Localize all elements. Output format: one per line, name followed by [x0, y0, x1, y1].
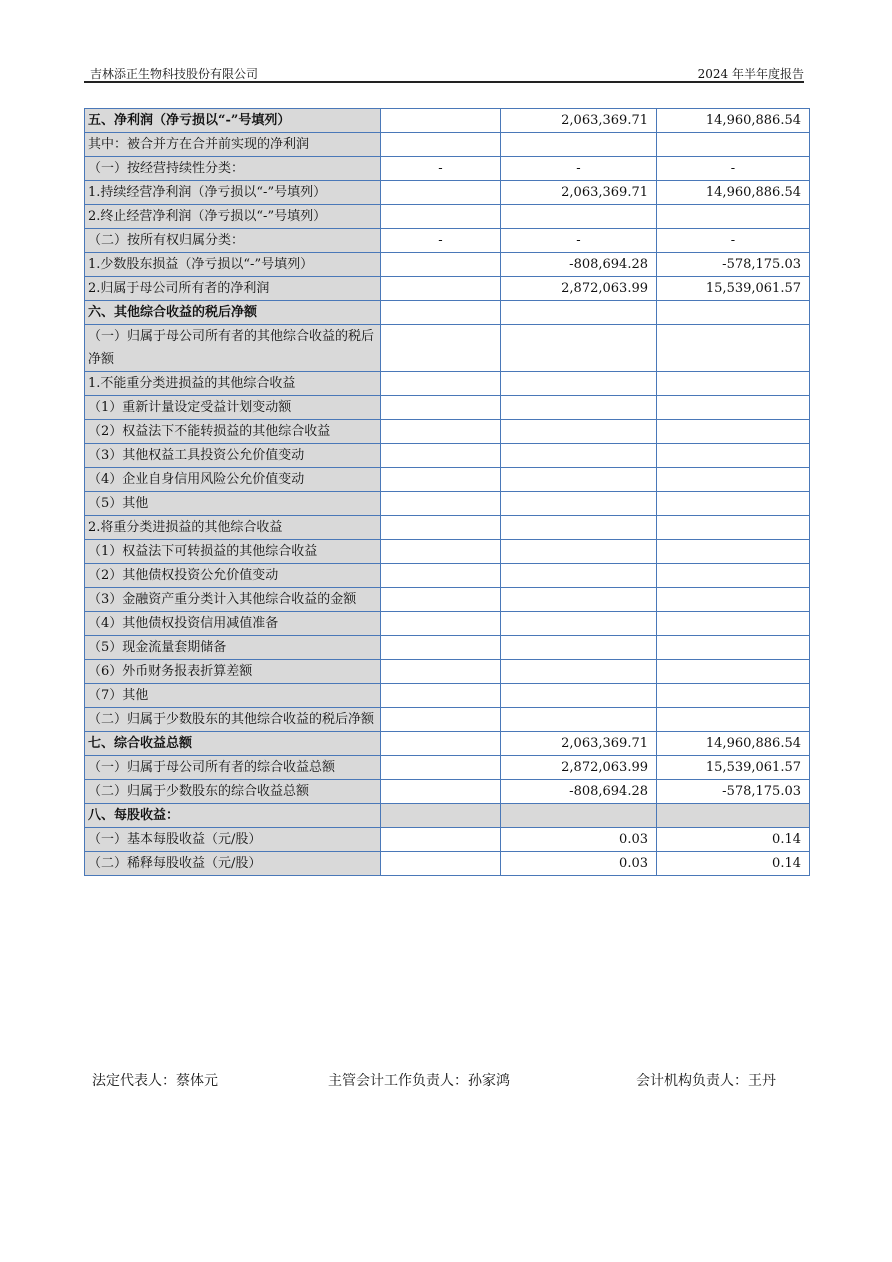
cell-current-period: 2,063,369.71	[501, 181, 657, 205]
row-label: 2.终止经营净利润（净亏损以“-”号填列）	[85, 205, 381, 229]
cell-current-period	[501, 660, 657, 684]
table-row	[85, 804, 810, 828]
cell-prior-period	[657, 301, 810, 325]
cell-prior-period	[657, 420, 810, 444]
cell-notes: -	[381, 229, 501, 253]
cell-current-period	[501, 564, 657, 588]
cell-current-period	[501, 468, 657, 492]
cell-notes	[381, 205, 501, 229]
cell-current-period: 0.03	[501, 828, 657, 852]
accounting-supervisor: 主管会计工作负责人：孙家鸿	[328, 1073, 510, 1089]
table-row	[85, 564, 810, 588]
cell-notes	[381, 564, 501, 588]
cell-prior-period: -578,175.03	[657, 253, 810, 277]
cell-notes	[381, 301, 501, 325]
row-label: （6）外币财务报表折算差额	[85, 660, 381, 684]
table-row	[85, 325, 810, 372]
cell-current-period	[501, 540, 657, 564]
row-label: 1.持续经营净利润（净亏损以“-”号填列）	[85, 181, 381, 205]
cell-notes	[381, 732, 501, 756]
row-label: （5）其他	[85, 492, 381, 516]
cell-current-period	[501, 205, 657, 229]
cell-prior-period: 14,960,886.54	[657, 109, 810, 133]
company-name: 吉林添正生物科技股份有限公司	[90, 67, 259, 81]
cell-current-period: 2,872,063.99	[501, 756, 657, 780]
cell-prior-period: 15,539,061.57	[657, 277, 810, 301]
row-label: （1）重新计量设定受益计划变动额	[85, 396, 381, 420]
cell-prior-period: 0.14	[657, 852, 810, 876]
row-label: 1.少数股东损益（净亏损以“-”号填列）	[85, 253, 381, 277]
row-label: （二）归属于少数股东的综合收益总额	[85, 780, 381, 804]
row-label: （4）其他债权投资信用减值准备	[85, 612, 381, 636]
table-row	[85, 756, 810, 780]
cell-prior-period: 0.14	[657, 828, 810, 852]
table-row	[85, 109, 810, 133]
cell-notes	[381, 780, 501, 804]
cell-current-period	[501, 516, 657, 540]
table-row	[85, 636, 810, 660]
cell-notes	[381, 660, 501, 684]
table-row	[85, 492, 810, 516]
cell-prior-period	[657, 564, 810, 588]
row-label: （5）现金流量套期储备	[85, 636, 381, 660]
cell-current-period: 2,063,369.71	[501, 732, 657, 756]
cell-current-period	[501, 420, 657, 444]
cell-prior-period: -578,175.03	[657, 780, 810, 804]
table-row	[85, 588, 810, 612]
legal-representative: 法定代表人：蔡体元	[92, 1073, 218, 1089]
cell-prior-period	[657, 708, 810, 732]
cell-prior-period	[657, 636, 810, 660]
cell-notes	[381, 804, 501, 828]
table-row	[85, 444, 810, 468]
cell-notes	[381, 133, 501, 157]
table-row	[85, 396, 810, 420]
income-statement-table	[84, 108, 810, 876]
row-label: （1）权益法下可转损益的其他综合收益	[85, 540, 381, 564]
accounting-department-head: 会计机构负责人：王丹	[636, 1073, 776, 1089]
cell-prior-period	[657, 372, 810, 396]
cell-current-period: 0.03	[501, 852, 657, 876]
cell-notes	[381, 516, 501, 540]
cell-notes	[381, 492, 501, 516]
row-label: 2.将重分类进损益的其他综合收益	[85, 516, 381, 540]
cell-current-period: -808,694.28	[501, 253, 657, 277]
row-label: （2）权益法下不能转损益的其他综合收益	[85, 420, 381, 444]
cell-current-period	[501, 396, 657, 420]
cell-current-period	[501, 325, 657, 372]
row-label: 七、综合收益总额	[85, 732, 381, 756]
row-label: 八、每股收益：	[85, 804, 381, 828]
cell-prior-period	[657, 468, 810, 492]
table-row	[85, 133, 810, 157]
page-header	[90, 62, 804, 82]
cell-prior-period: 14,960,886.54	[657, 732, 810, 756]
report-title: 2024 年半年度报告	[697, 67, 804, 81]
row-label: （7）其他	[85, 684, 381, 708]
cell-notes	[381, 828, 501, 852]
cell-current-period	[501, 804, 657, 828]
cell-prior-period	[657, 660, 810, 684]
table-row	[85, 684, 810, 708]
table-row	[85, 372, 810, 396]
cell-current-period: -808,694.28	[501, 780, 657, 804]
cell-prior-period: 14,960,886.54	[657, 181, 810, 205]
cell-notes	[381, 396, 501, 420]
cell-prior-period	[657, 516, 810, 540]
cell-notes	[381, 588, 501, 612]
cell-prior-period	[657, 444, 810, 468]
cell-prior-period	[657, 325, 810, 372]
cell-prior-period	[657, 804, 810, 828]
cell-current-period	[501, 133, 657, 157]
cell-notes	[381, 684, 501, 708]
table-row	[85, 181, 810, 205]
table-row	[85, 157, 810, 181]
cell-current-period	[501, 588, 657, 612]
cell-prior-period	[657, 612, 810, 636]
cell-notes	[381, 468, 501, 492]
row-label: （一）按经营持续性分类：	[85, 157, 381, 181]
cell-notes	[381, 181, 501, 205]
table-row	[85, 301, 810, 325]
cell-prior-period	[657, 540, 810, 564]
row-label: （3）其他权益工具投资公允价值变动	[85, 444, 381, 468]
cell-prior-period	[657, 205, 810, 229]
cell-current-period	[501, 684, 657, 708]
cell-notes	[381, 253, 501, 277]
table-row	[85, 229, 810, 253]
cell-notes	[381, 708, 501, 732]
cell-prior-period	[657, 396, 810, 420]
row-label: 其中：被合并方在合并前实现的净利润	[85, 133, 381, 157]
row-label: 1.不能重分类进损益的其他综合收益	[85, 372, 381, 396]
cell-prior-period	[657, 588, 810, 612]
row-label: （4）企业自身信用风险公允价值变动	[85, 468, 381, 492]
row-label: （一）基本每股收益（元/股）	[85, 828, 381, 852]
table-row	[85, 780, 810, 804]
cell-prior-period: -	[657, 229, 810, 253]
row-label: 2.归属于母公司所有者的净利润	[85, 277, 381, 301]
cell-notes	[381, 636, 501, 660]
cell-notes: -	[381, 157, 501, 181]
cell-notes	[381, 444, 501, 468]
table-row	[85, 612, 810, 636]
cell-current-period: 2,063,369.71	[501, 109, 657, 133]
table-row	[85, 732, 810, 756]
cell-notes	[381, 852, 501, 876]
cell-notes	[381, 420, 501, 444]
cell-notes	[381, 277, 501, 301]
cell-current-period	[501, 612, 657, 636]
table-row	[85, 540, 810, 564]
cell-prior-period	[657, 684, 810, 708]
cell-current-period	[501, 444, 657, 468]
table-row	[85, 253, 810, 277]
cell-current-period	[501, 301, 657, 325]
row-label: （二）归属于少数股东的其他综合收益的税后净额	[85, 708, 381, 732]
cell-current-period	[501, 636, 657, 660]
cell-current-period: -	[501, 157, 657, 181]
table-row	[85, 420, 810, 444]
cell-prior-period: -	[657, 157, 810, 181]
table-row	[85, 468, 810, 492]
cell-prior-period	[657, 133, 810, 157]
table-row	[85, 708, 810, 732]
cell-notes	[381, 325, 501, 372]
row-label: （二）按所有权归属分类：	[85, 229, 381, 253]
cell-current-period: -	[501, 229, 657, 253]
signature-line	[90, 1070, 804, 1092]
cell-notes	[381, 540, 501, 564]
cell-notes	[381, 612, 501, 636]
row-label: （一）归属于母公司所有者的其他综合收益的税后净额	[85, 325, 381, 372]
row-label: 五、净利润（净亏损以“-”号填列）	[85, 109, 381, 133]
table-row	[85, 828, 810, 852]
cell-prior-period	[657, 492, 810, 516]
cell-current-period	[501, 708, 657, 732]
table-row	[85, 852, 810, 876]
row-label: （一）归属于母公司所有者的综合收益总额	[85, 756, 381, 780]
cell-notes	[381, 756, 501, 780]
table-row	[85, 277, 810, 301]
table-row	[85, 205, 810, 229]
row-label: （2）其他债权投资公允价值变动	[85, 564, 381, 588]
cell-current-period	[501, 372, 657, 396]
table-row	[85, 660, 810, 684]
cell-current-period	[501, 492, 657, 516]
row-label: （3）金融资产重分类计入其他综合收益的金额	[85, 588, 381, 612]
cell-current-period: 2,872,063.99	[501, 277, 657, 301]
header-divider	[84, 81, 804, 83]
cell-prior-period: 15,539,061.57	[657, 756, 810, 780]
table-row	[85, 516, 810, 540]
row-label: （二）稀释每股收益（元/股）	[85, 852, 381, 876]
cell-notes	[381, 109, 501, 133]
cell-notes	[381, 372, 501, 396]
row-label: 六、其他综合收益的税后净额	[85, 301, 381, 325]
